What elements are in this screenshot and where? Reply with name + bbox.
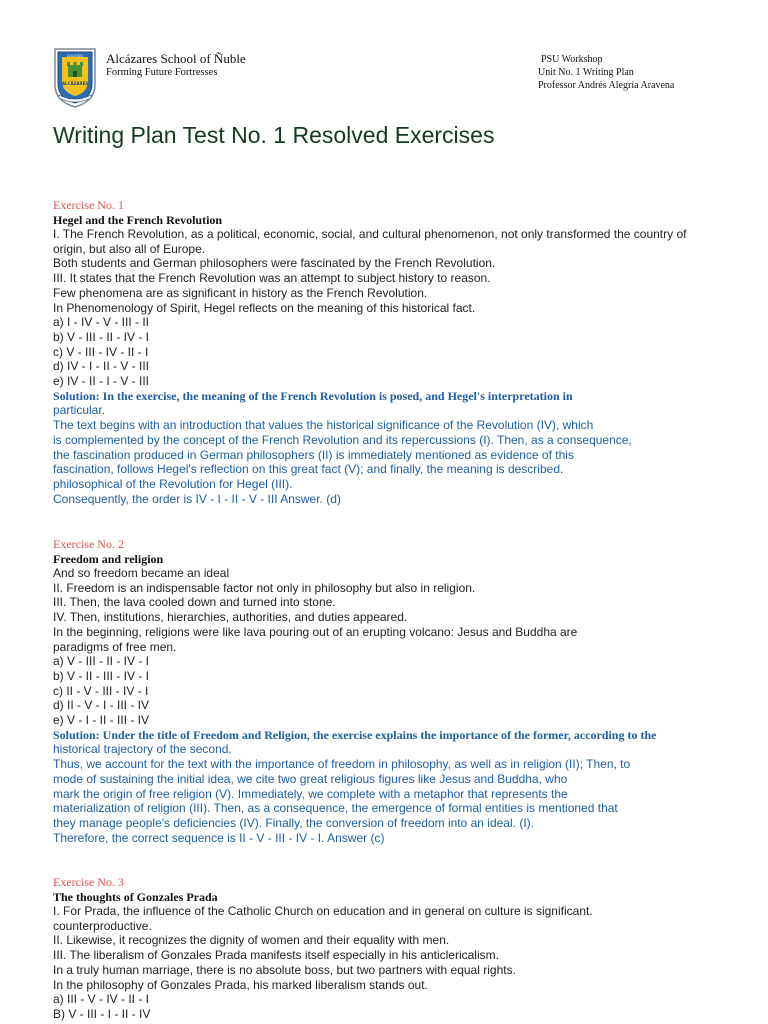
solution-heading: Solution: In the exercise, the meaning of the French Revolution is posed, and Hegel's interpretation in bbox=[53, 388, 573, 403]
statement-line: III. Then, the lava cooled down and turned into stone. bbox=[53, 595, 336, 610]
exercise-3 bbox=[53, 875, 703, 1022]
solution-line: particular. bbox=[53, 403, 106, 418]
solution-line: The text begins with an introduction that values the historical significance of the Revolution (IV), which bbox=[53, 418, 594, 433]
professor-name: Professor Andrés Alegría Aravena bbox=[538, 80, 675, 91]
solution-line: philosophical of the Revolution for Hegel (III). bbox=[53, 476, 293, 491]
statement-line: paradigms of free men. bbox=[53, 639, 177, 654]
statement-line: I. For Prada, the influence of the Catholic Church on education and in general on culture is significant. bbox=[53, 904, 593, 918]
statement-line: II. Likewise, it recognizes the dignity of women and their equality with men. bbox=[53, 933, 450, 948]
solution-heading: Solution: Under the title of Freedom and Religion, the exercise explains the importance of the former, according to the bbox=[53, 727, 657, 742]
exercise-heading: The thoughts of Gonzales Prada bbox=[53, 890, 218, 904]
answer-option: a) I - IV - V - III - II bbox=[53, 315, 150, 330]
statement-line: origin, but also all of Europe. bbox=[53, 241, 206, 256]
statement-line: In the philosophy of Gonzales Prada, his marked liberalism stands out. bbox=[53, 977, 428, 992]
unit-label: Unit No. 1 Writing Plan bbox=[538, 67, 634, 78]
solution-line: materialization of religion (III). Then, as a consequence, the emergence of formal entities is mentioned that bbox=[53, 801, 618, 816]
statement-line: Few phenomena are as significant in history as the French Revolution. bbox=[53, 285, 428, 300]
answer-option: c) V - III - IV - II - I bbox=[53, 344, 149, 359]
solution-line: they manage people's deficiencies (IV). Finally, the conversion of freedom into an ideal. (I). bbox=[53, 815, 534, 830]
statement-line: IV. Then, institutions, hierarchies, authorities, and duties appeared. bbox=[53, 610, 408, 625]
school-info bbox=[106, 51, 246, 79]
solution-line: mark the origin of free religion (V). Immediately, we complete with a metaphor that represents the bbox=[53, 786, 568, 801]
solution-line: is complemented by the concept of the French Revolution and its repercussions (I). Then, as a consequence, bbox=[53, 432, 632, 447]
statement-line: In a truly human marriage, there is no absolute boss, but two partners with equal rights. bbox=[53, 962, 516, 977]
logo-text-bottom: DE ÑUBLE bbox=[67, 96, 83, 101]
statement-line: In Phenomenology of Spirit, Hegel reflects on the meaning of this historical fact. bbox=[53, 300, 476, 315]
logo-text-mid: ALCÁZARES bbox=[61, 81, 89, 86]
solution-line: the fascination produced in German philosophers (II) is immediately mentioned as evidence of this bbox=[53, 447, 574, 462]
answer-option: b) V - II - III - IV - I bbox=[53, 668, 150, 683]
statement-line: And so freedom became an ideal bbox=[53, 566, 230, 580]
school-crest-logo bbox=[53, 47, 97, 109]
school-name: Alcázares School of Ñuble bbox=[106, 51, 246, 66]
solution-line: Therefore, the correct sequence is II - V - III - IV - I. Answer (c) bbox=[53, 830, 385, 845]
exercise-heading: Freedom and religion bbox=[53, 552, 164, 566]
answer-option: B) V - III - I - II - IV bbox=[53, 1006, 151, 1021]
school-motto: Forming Future Fortresses bbox=[106, 67, 218, 78]
workshop-info bbox=[538, 53, 674, 92]
answer-option: e) IV - II - I - V - III bbox=[53, 374, 150, 389]
solution-line: Consequently, the order is IV - I - II - V - III Answer. (d) bbox=[53, 491, 341, 506]
answer-option: d) IV - I - II - V - III bbox=[53, 359, 150, 374]
answer-option: c) II - V - III - IV - I bbox=[53, 683, 149, 698]
statement-line: III. It states that the French Revolution was an attempt to subject history to reason. bbox=[53, 271, 491, 286]
exercise-label: Exercise No. 1 bbox=[53, 198, 124, 212]
answer-option: d) II - V - I - III - IV bbox=[53, 698, 150, 713]
solution-line: Thus, we account for the text with the importance of freedom in philosophy, as well as in religion (II); Then, to bbox=[53, 757, 631, 772]
workshop-name: PSU Workshop bbox=[541, 54, 603, 65]
exercise-label: Exercise No. 3 bbox=[53, 875, 124, 889]
statement-line: III. The liberalism of Gonzales Prada manifests itself especially in his anticlericalism. bbox=[53, 948, 499, 963]
exercise-heading: Hegel and the French Revolution bbox=[53, 213, 223, 227]
logo-text-top: COLEGIO bbox=[66, 54, 84, 58]
solution-line: fascination, follows Hegel's reflection on this great fact (V); and finally, the meaning is described. bbox=[53, 462, 564, 477]
statement-line: counterproductive. bbox=[53, 918, 152, 933]
statement-line: II. Freedom is an indispensable factor not only in philosophy but also in religion. bbox=[53, 580, 476, 595]
exercise-1 bbox=[53, 198, 703, 506]
answer-option: b) V - III - II - IV - I bbox=[53, 329, 150, 344]
statement-line: Both students and German philosophers were fascinated by the French Revolution. bbox=[53, 256, 496, 271]
answer-option: a) III - V - IV - II - I bbox=[53, 992, 150, 1007]
statement-line: I. The French Revolution, as a political, economic, social, and cultural phenomenon, not only transformed the country of bbox=[53, 227, 687, 241]
answer-option: a) V - III - II - IV - I bbox=[53, 654, 150, 669]
solution-line: mode of sustaining the initial idea, we cite two great religious figures like Jesus and Buddha, who bbox=[53, 771, 568, 786]
solution-line: historical trajectory of the second. bbox=[53, 742, 232, 757]
statement-line: In the beginning, religions were like lava pouring out of an erupting volcano: Jesus and Buddha are bbox=[53, 624, 578, 639]
page-title: Writing Plan Test No. 1 Resolved Exercises bbox=[53, 122, 495, 148]
exercise-label: Exercise No. 2 bbox=[53, 537, 124, 551]
exercise-2 bbox=[53, 537, 703, 845]
answer-option: e) V - I - II - III - IV bbox=[53, 713, 150, 728]
